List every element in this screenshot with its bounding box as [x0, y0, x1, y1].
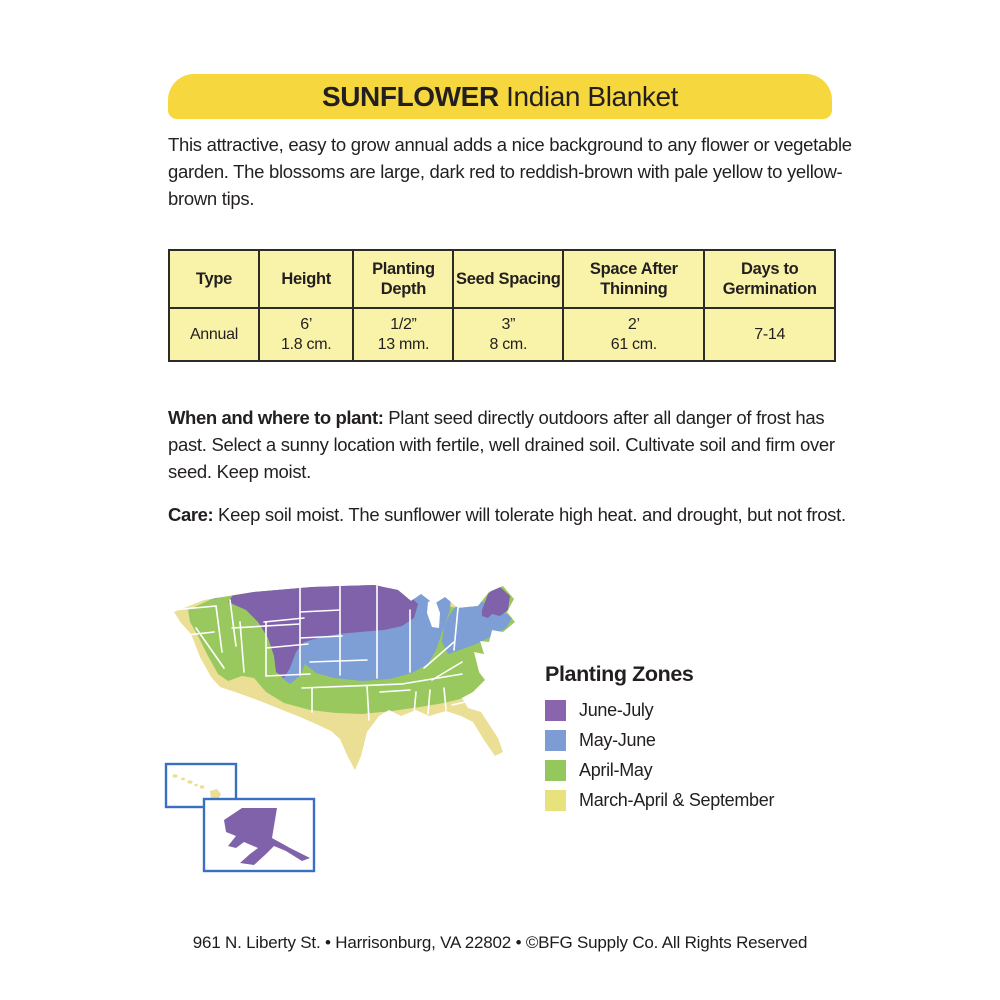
cell-type-line1: Annual: [189, 325, 238, 343]
legend-item: [545, 785, 865, 815]
legend-item: [545, 725, 865, 755]
cell-space-after-thinning-line2: 61 cm.: [610, 335, 657, 353]
cell-days-to-germination-line1: 7-14: [754, 325, 786, 343]
legend-item-label: March-April & September: [579, 789, 775, 810]
cell-type: [169, 308, 259, 361]
planting-spec-table: [168, 249, 836, 362]
march-april-september-swatch: [545, 790, 566, 811]
col-header-type: Type: [169, 250, 259, 308]
planting-zones-map: [162, 580, 552, 880]
planting-zones-legend: [545, 662, 865, 815]
us-map-graphic: [162, 580, 552, 880]
cell-height-line2: 1.8 cm.: [281, 335, 332, 353]
legend-item: [545, 755, 865, 785]
when-where-paragraph: [168, 404, 863, 485]
care-paragraph: [168, 501, 863, 528]
title-variety-name: Indian Blanket: [498, 80, 679, 112]
legend-item: [545, 695, 865, 725]
col-header-height: Height: [259, 250, 354, 308]
cell-seed-spacing-line2: 8 cm.: [489, 335, 528, 353]
cell-seed-spacing: [453, 308, 563, 361]
table-header-row: [169, 250, 835, 308]
alaska-inset: [204, 799, 314, 871]
legend-title: Planting Zones: [545, 662, 694, 686]
cell-planting-depth-line2: 13 mm.: [377, 335, 430, 353]
col-header-planting-depth: Planting Depth: [353, 250, 453, 308]
table-data-row: [169, 308, 835, 361]
cell-planting-depth: [353, 308, 453, 361]
legend-item-label: May-June: [579, 729, 656, 750]
col-header-space-after-thinning: Space After Thinning: [563, 250, 704, 308]
col-header-days-to-germination: Days to Germination: [704, 250, 835, 308]
description-text: This attractive, easy to grow annual adds a nice background to any flower or vegetable garden. The blossoms are large, dark red to reddish-brown with pale yellow to yellow-brown tips.: [168, 134, 852, 209]
title-banner: [168, 74, 832, 119]
april-may-swatch: [545, 760, 566, 781]
col-header-seed-spacing: Seed Spacing: [453, 250, 563, 308]
cell-height: [259, 308, 354, 361]
cell-seed-spacing-line1: 3”: [501, 315, 516, 333]
cell-space-after-thinning-line1: 2’: [627, 315, 640, 333]
care-label: Care:: [168, 504, 219, 525]
care-text: Keep soil moist. The sunflower will tolerate high heat. and drought, but not frost.: [218, 504, 846, 525]
footer-address-line: 961 N. Liberty St. • Harrisonburg, VA 22802 • ©BFG Supply Co. All Rights Reserved: [192, 933, 808, 952]
title-plant-name: SUNFLOWER: [321, 80, 499, 112]
cell-height-line1: 6’: [300, 315, 313, 333]
may-june-swatch: [545, 730, 566, 751]
legend-item-label: April-May: [579, 759, 653, 780]
june-july-swatch: [545, 700, 566, 721]
when-where-text: Plant seed directly outdoors after all danger of frost has past. Select a sunny location with fertile, well drained soil. Cultivate soil and firm over seed. Keep moist.: [168, 407, 835, 482]
cell-space-after-thinning: [563, 308, 704, 361]
cell-planting-depth-line1: 1/2”: [390, 315, 417, 333]
cell-days-to-germination: [704, 308, 835, 361]
legend-item-label: June-July: [579, 699, 654, 720]
when-where-label: When and where to plant:: [168, 407, 389, 428]
page-title: [322, 81, 678, 113]
